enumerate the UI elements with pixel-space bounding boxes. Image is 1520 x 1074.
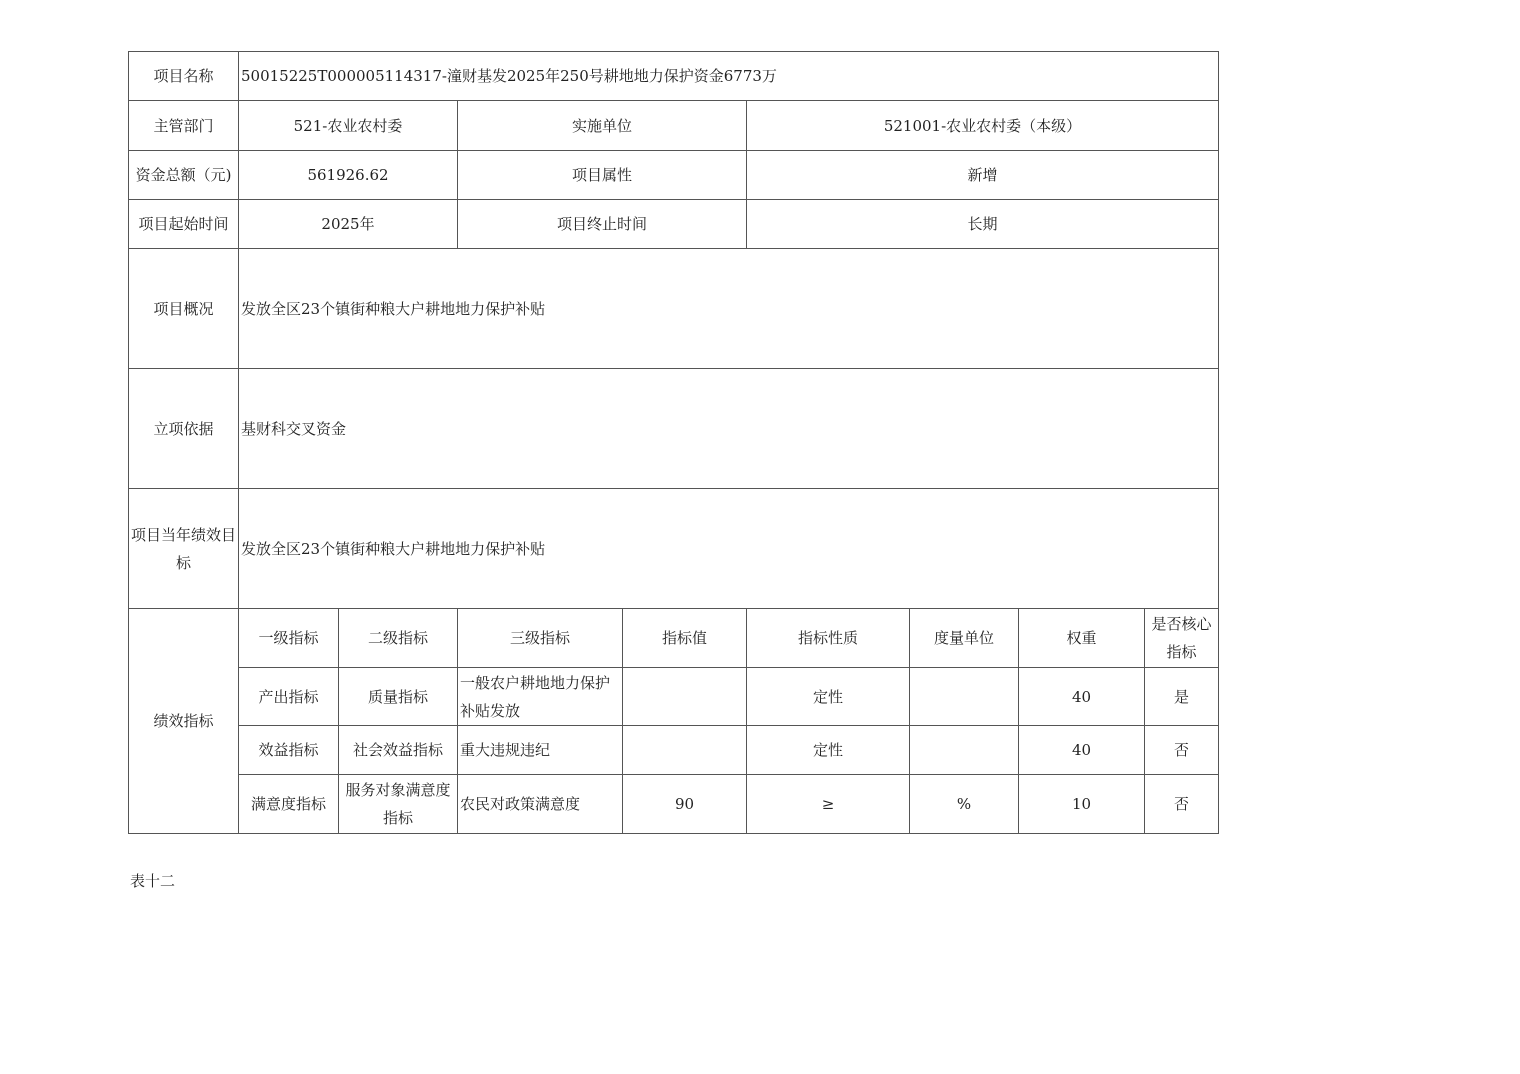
dept-value: 521-农业农村委 bbox=[239, 101, 458, 151]
indicator-nature: 定性 bbox=[747, 668, 910, 726]
indicator-header-weight: 权重 bbox=[1019, 609, 1145, 668]
total-value: 561926.62 bbox=[239, 151, 458, 200]
indicator-row bbox=[129, 726, 1219, 775]
perf-label: 绩效指标 bbox=[129, 609, 239, 834]
indicator-weight: 10 bbox=[1019, 775, 1145, 834]
indicator-core: 否 bbox=[1145, 775, 1219, 834]
end-value: 长期 bbox=[747, 200, 1219, 249]
row-basis bbox=[129, 369, 1219, 489]
basis-label: 立项依据 bbox=[129, 369, 239, 489]
indicator-core: 是 bbox=[1145, 668, 1219, 726]
indicator-value bbox=[623, 668, 747, 726]
indicator-header-core: 是否核心指标 bbox=[1145, 609, 1219, 668]
impl-value: 521001-农业农村委（本级） bbox=[747, 101, 1219, 151]
row-department bbox=[129, 101, 1219, 151]
overview-label: 项目概况 bbox=[129, 249, 239, 369]
attr-value: 新增 bbox=[747, 151, 1219, 200]
indicator-unit bbox=[910, 668, 1019, 726]
start-value: 2025年 bbox=[239, 200, 458, 249]
indicator-header-level2: 二级指标 bbox=[339, 609, 458, 668]
indicator-level2: 社会效益指标 bbox=[339, 726, 458, 775]
indicator-header-level1: 一级指标 bbox=[239, 609, 339, 668]
project-name-value: 50015225T000005114317-潼财基发2025年250号耕地地力保护资金6773万 bbox=[239, 52, 1219, 101]
table-caption: 表十二 bbox=[130, 872, 176, 890]
total-label: 资金总额（元) bbox=[129, 151, 239, 200]
impl-label: 实施单位 bbox=[458, 101, 747, 151]
indicator-level1: 效益指标 bbox=[239, 726, 339, 775]
goal-value: 发放全区23个镇街种粮大户耕地地力保护补贴 bbox=[239, 489, 1219, 609]
indicator-level1: 满意度指标 bbox=[239, 775, 339, 834]
end-label: 项目终止时间 bbox=[458, 200, 747, 249]
indicator-value bbox=[623, 726, 747, 775]
row-total bbox=[129, 151, 1219, 200]
indicator-level2: 服务对象满意度指标 bbox=[339, 775, 458, 834]
indicator-header-level3: 三级指标 bbox=[458, 609, 623, 668]
indicator-level3: 农民对政策满意度 bbox=[458, 775, 623, 834]
attr-label: 项目属性 bbox=[458, 151, 747, 200]
indicator-nature: ≥ bbox=[747, 775, 910, 834]
indicator-row bbox=[129, 775, 1219, 834]
dept-label: 主管部门 bbox=[129, 101, 239, 151]
indicator-level2: 质量指标 bbox=[339, 668, 458, 726]
project-name-label: 项目名称 bbox=[129, 52, 239, 101]
indicator-weight: 40 bbox=[1019, 668, 1145, 726]
indicator-level3: 重大违规违纪 bbox=[458, 726, 623, 775]
row-goal bbox=[129, 489, 1219, 609]
project-performance-table bbox=[128, 51, 1219, 834]
indicator-core: 否 bbox=[1145, 726, 1219, 775]
indicator-row bbox=[129, 668, 1219, 726]
start-label: 项目起始时间 bbox=[129, 200, 239, 249]
goal-label: 项目当年绩效目标 bbox=[129, 489, 239, 609]
row-project-name bbox=[129, 52, 1219, 101]
indicator-nature: 定性 bbox=[747, 726, 910, 775]
row-overview bbox=[129, 249, 1219, 369]
overview-value: 发放全区23个镇街种粮大户耕地地力保护补贴 bbox=[239, 249, 1219, 369]
indicator-header-nature: 指标性质 bbox=[747, 609, 910, 668]
row-time bbox=[129, 200, 1219, 249]
indicator-level1: 产出指标 bbox=[239, 668, 339, 726]
indicator-header-unit: 度量单位 bbox=[910, 609, 1019, 668]
indicator-weight: 40 bbox=[1019, 726, 1145, 775]
indicator-unit: % bbox=[910, 775, 1019, 834]
indicator-value: 90 bbox=[623, 775, 747, 834]
indicator-header-value: 指标值 bbox=[623, 609, 747, 668]
indicator-level3: 一般农户耕地地力保护补贴发放 bbox=[458, 668, 623, 726]
basis-value: 基财科交叉资金 bbox=[239, 369, 1219, 489]
indicator-unit bbox=[910, 726, 1019, 775]
indicator-header-row bbox=[129, 609, 1219, 668]
